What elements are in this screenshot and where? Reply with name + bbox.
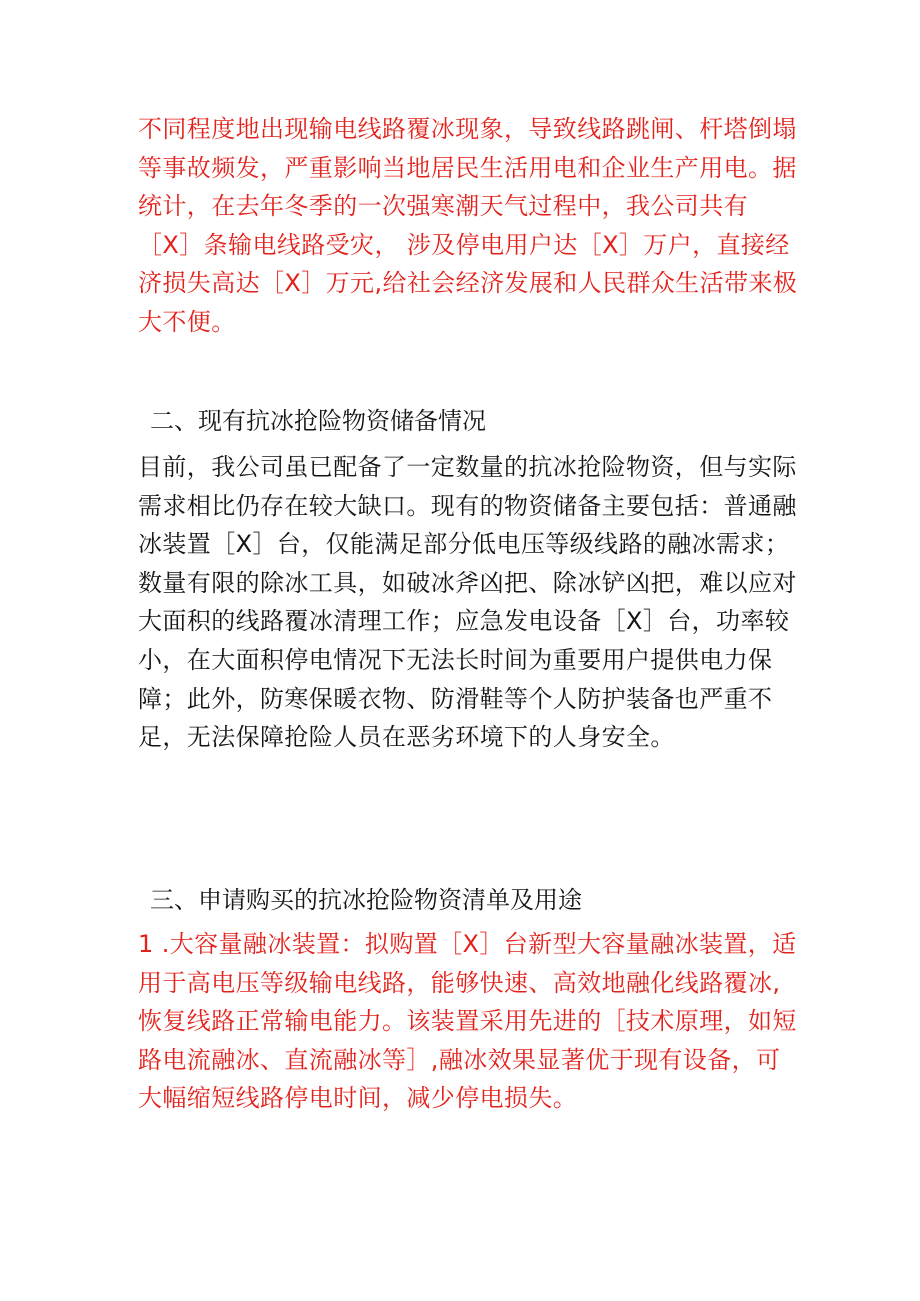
section-heading-current-reserves: 二、现有抗冰抢险物资储备情况 <box>150 407 486 435</box>
paragraph-current-reserves: 目前，我公司虽已配备了一定数量的抗冰抢险物资，但与实际需求相比仍存在较大缺口。现有的物资储备主要包括：普通融冰装置［X］台，仅能满足部分低电压等级线路的融冰需求；数量有限的除冰工具，如破冰斧凶把、除冰铲凶把，难以应对大面积的线路覆冰清理工作；应急发电设备［X］台，功率较小，在大面积停电情况下无法长时间为重要用户提供电力保障；此外，防寒保暖衣物、防滑鞋等个人防护装备也严重不足，无法保障抢险人员在恶劣环境下的人身安全。 <box>138 453 797 752</box>
paragraph-ice-melting-device: 1 .大容量融冰装置：拟购置［X］台新型大容量融冰装置，适用于高电压等级输电线路，能够快速、高效地融化线路覆冰,恢复线路正常输电能力。该装置采用先进的［技术原理，如短路电流融冰、直流融冰等］,融冰效果显著优于现有设备，可大幅缩短线路停电时间，减少停电损失。 <box>138 930 797 1113</box>
paragraph-impact: 不同程度地出现输电线路覆冰现象，导致线路跳闸、杆塔倒塌等事故频发，严重影响当地居民生活用电和企业生产用电。据统计，在去年冬季的一次强寒潮天气过程中，我公司共有［X］条输电线路受灾， 涉及停电用户达［X］万户，直接经济损失高达［X］万元,给社会经济发展和人民群众生活带来极大不便。 <box>138 115 798 336</box>
section-heading-purchase-list: 三、申请购买的抗冰抢险物资清单及用途 <box>150 886 582 914</box>
